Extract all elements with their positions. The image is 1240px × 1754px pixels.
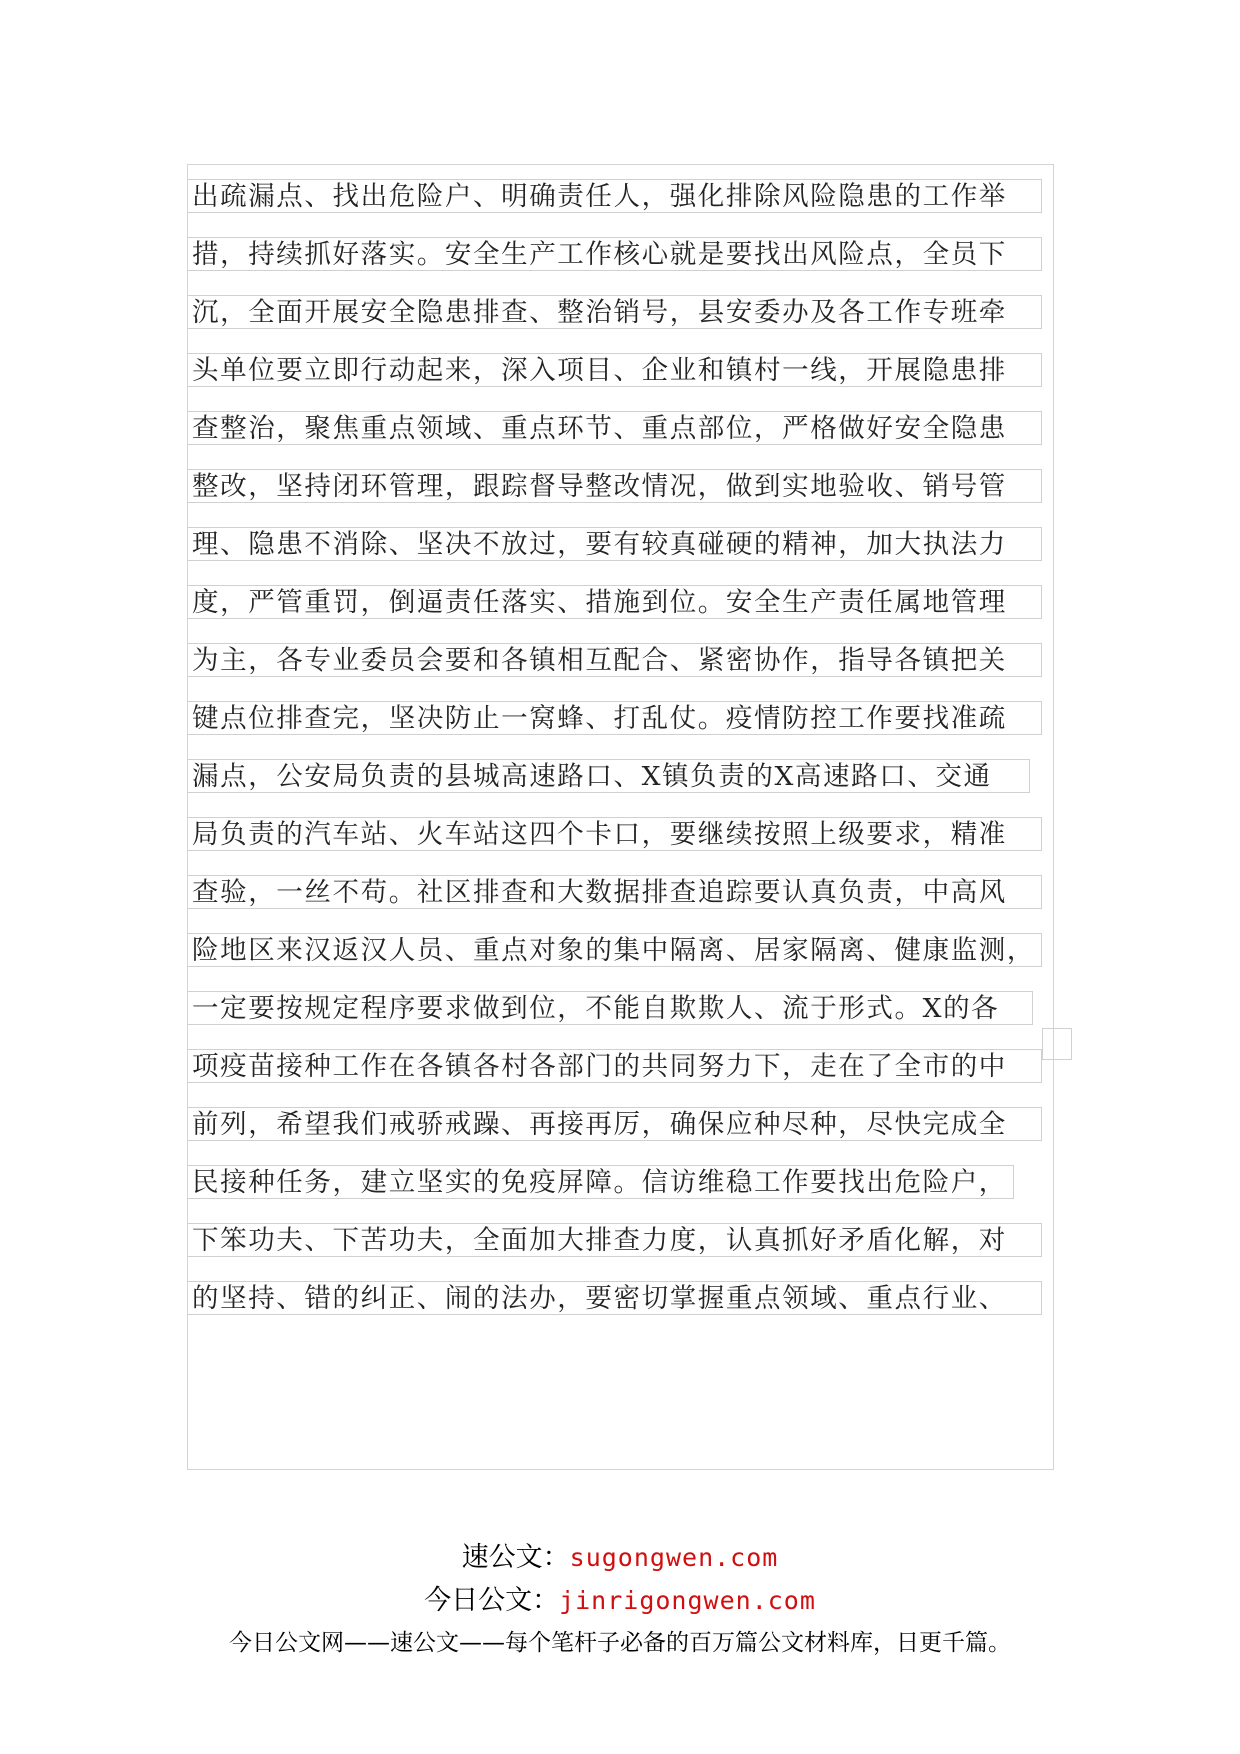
text-line: 局负责的汽车站、火车站这四个卡口，要继续按照上级要求，精准 <box>188 817 1042 851</box>
document-page-frame <box>187 164 1054 1470</box>
text-line: 项疫苗接种工作在各镇各村各部门的共同努力下，走在了全市的中 <box>188 1049 1042 1083</box>
footer-label-sugongwen: 速公文： <box>461 1542 570 1573</box>
text-line: 民接种任务，建立坚实的免疫屏障。信访维稳工作要找出危险户， <box>188 1165 1014 1199</box>
text-line: 一定要按规定程序要求做到位，不能自欺欺人、流于形式。X的各 <box>188 991 1033 1025</box>
text-line: 键点位排查完，坚决防止一窝蜂、打乱仗。疫情防控工作要找准疏 <box>188 701 1042 735</box>
text-line: 险地区来汉返汉人员、重点对象的集中隔离、居家隔离、健康监测， <box>188 933 1042 967</box>
text-line: 的坚持、错的纠正、闹的法办，要密切掌握重点领域、重点行业、 <box>188 1281 1042 1315</box>
text-line: 出疏漏点、找出危险户、明确责任人，强化排除风险隐患的工作举 <box>188 179 1042 213</box>
text-line: 理、隐患不消除、坚决不放过，要有较真碰硬的精神，加大执法力 <box>188 527 1042 561</box>
footer-line-jinrigongwen <box>0 1578 1240 1617</box>
text-line: 措，持续抓好落实。安全生产工作核心就是要找出风险点，全员下 <box>188 237 1042 271</box>
footer-link-jinrigongwen[interactable]: jinrigongwen.com <box>559 1586 816 1615</box>
overflow-box <box>1042 1028 1072 1060</box>
footer-link-sugongwen[interactable]: sugongwen.com <box>569 1543 779 1572</box>
text-line: 头单位要立即行动起来，深入项目、企业和镇村一线，开展隐患排 <box>188 353 1042 387</box>
text-line: 沉，全面开展安全隐患排查、整治销号，县安委办及各工作专班牵 <box>188 295 1042 329</box>
text-line: 漏点，公安局负责的县城高速路口、X镇负责的X高速路口、交通 <box>188 759 1030 793</box>
footer-label-jinrigongwen: 今日公文： <box>424 1585 560 1616</box>
text-line: 前列，希望我们戒骄戒躁、再接再厉，确保应种尽种，尽快完成全 <box>188 1107 1042 1141</box>
text-line: 整改，坚持闭环管理，跟踪督导整改情况，做到实地验收、销号管 <box>188 469 1042 503</box>
text-line: 查整治，聚焦重点领域、重点环节、重点部位，严格做好安全隐患 <box>188 411 1042 445</box>
document-body <box>188 165 1053 1469</box>
footer-line-sugongwen <box>0 1535 1240 1574</box>
text-line: 为主，各专业委员会要和各镇相互配合、紧密协作，指导各镇把关 <box>188 643 1042 677</box>
text-line: 下笨功夫、下苦功夫，全面加大排查力度，认真抓好矛盾化解，对 <box>188 1223 1042 1257</box>
text-line: 查验，一丝不苟。社区排查和大数据排查追踪要认真负责，中高风 <box>188 875 1042 909</box>
text-line: 度，严管重罚，倒逼责任落实、措施到位。安全生产责任属地管理 <box>188 585 1042 619</box>
footer-slogan: 今日公文网——速公文——每个笔杆子必备的百万篇公文材料库，日更千篇。 <box>229 1630 1011 1656</box>
